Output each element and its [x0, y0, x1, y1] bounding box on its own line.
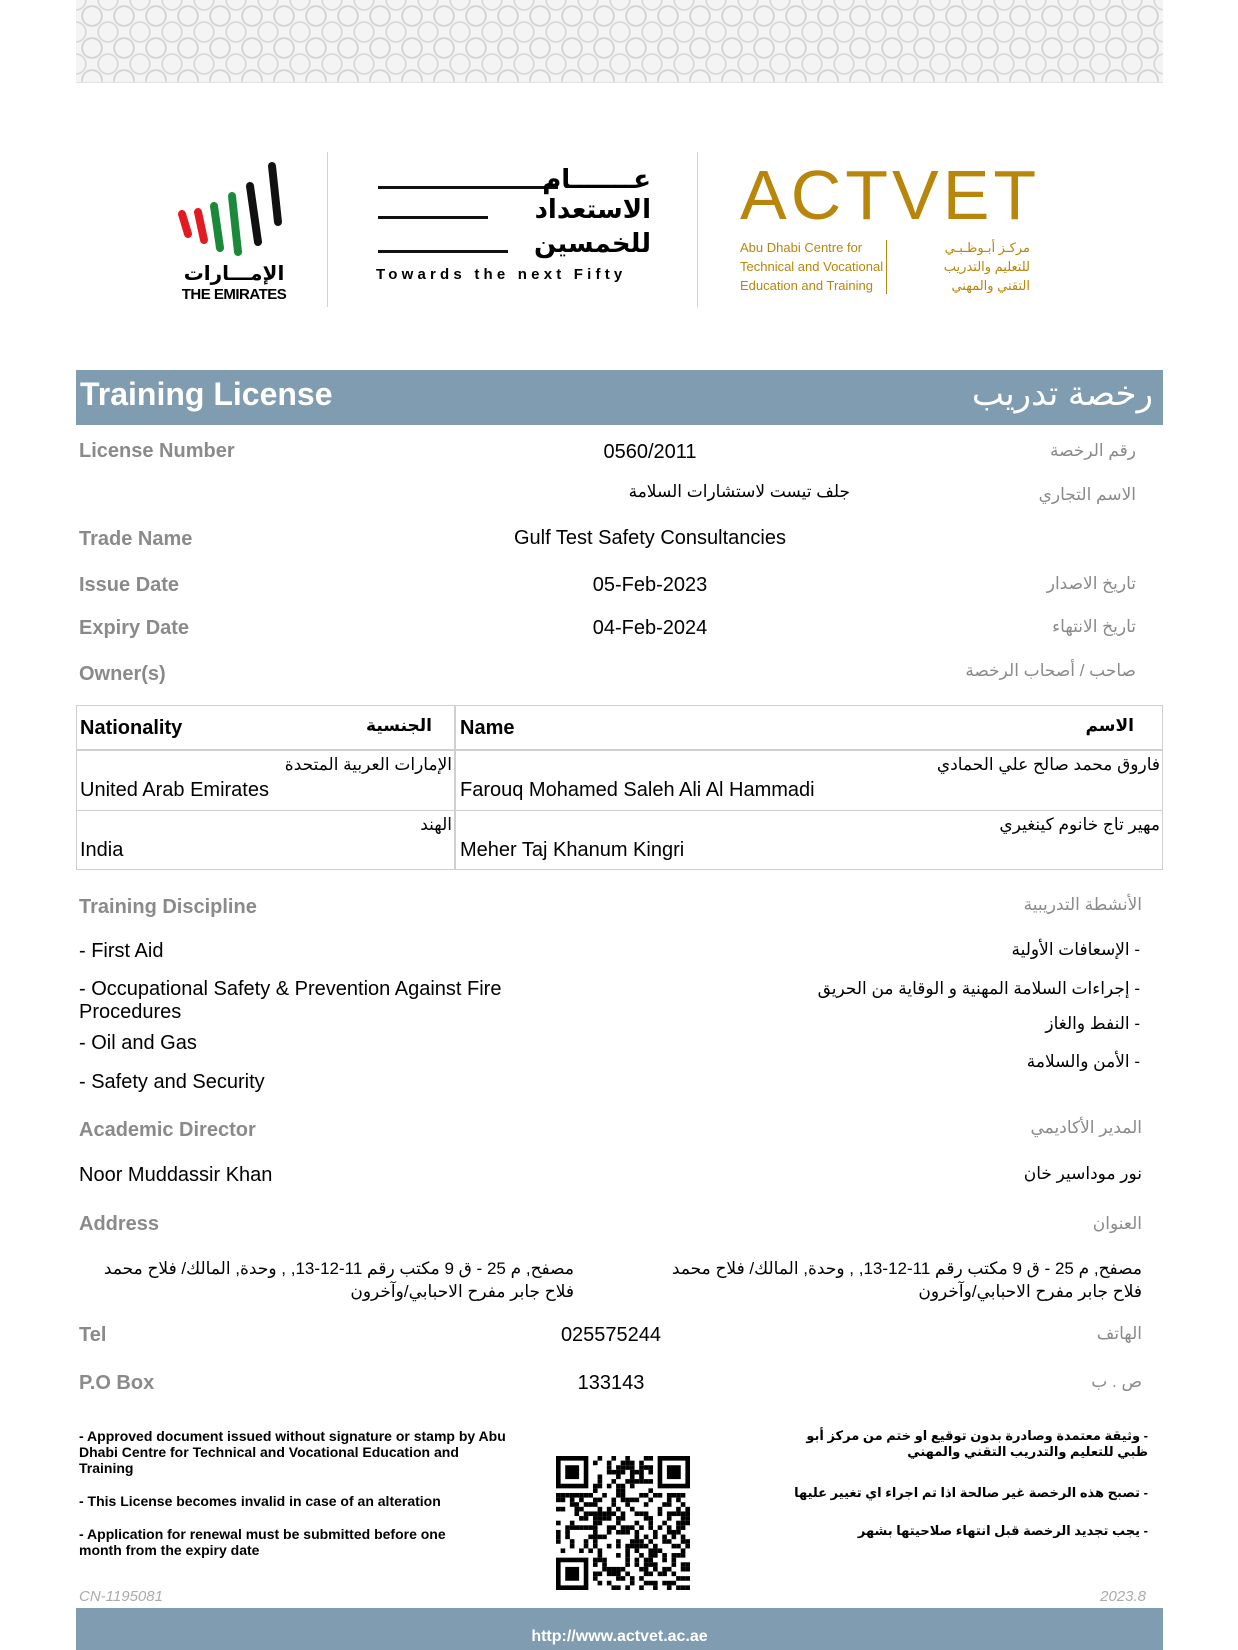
fifty-line-2 [378, 216, 488, 219]
trade-name-value-ar: جلف تيست لاستشارات السلامة [628, 482, 850, 501]
academic-director-value: Noor Muddassir Khan [79, 1164, 273, 1186]
pobox-value: 133143 [577, 1372, 645, 1394]
owner-1-nationality-ar: الإمارات العربية المتحدة [284, 755, 452, 774]
actvet-logo [740, 156, 1041, 293]
decorative-pattern-banner [76, 0, 1163, 83]
table-row [455, 810, 1163, 870]
fifty-line-3 [378, 250, 508, 253]
note-en-1: - Approved document issued without signature or stamp by Abu Dhabi Centre for Technical and Vocational Education and Training [79, 1428, 506, 1476]
name-header-ar: الاسم [1085, 716, 1134, 735]
address-value: مصفح, م 25 - ق 9 مكتب رقم 11-12-13, , وحدة, المالك/ فلاح محمد فلاح جابر مفرح الاحبابي/وآخرون [103, 1259, 574, 1301]
actvet-en-line-2: Technical and Vocational [740, 259, 884, 274]
trade-name-value: Gulf Test Safety Consultancies [514, 527, 786, 549]
table-row [76, 810, 455, 870]
note-ar-3: - يجب تجديد الرخصة قبل انتهاء صلاحيتها بشهر [857, 1523, 1148, 1538]
fifty-arabic-line-2: الاستعداد [534, 194, 651, 224]
trade-name-label: Trade Name [79, 528, 193, 550]
logo-separator [327, 152, 328, 307]
fifty-arabic-line-1: عـــــــام [542, 164, 651, 194]
emirates-arabic-text: الإمـــارات [183, 263, 285, 285]
owners-label: Owner(s) [79, 663, 166, 685]
fifty-english-text: Towards the next Fifty [376, 266, 627, 283]
owner-2-nationality-ar: الهند [420, 815, 452, 834]
expiry-date-label: Expiry Date [79, 617, 190, 639]
actvet-ar-line-3: التقني والمهني [951, 278, 1030, 293]
discipline-item-3: - Oil and Gas [79, 1032, 197, 1054]
address-label: Address [79, 1213, 160, 1235]
license-number-value: 0560/2011 [603, 441, 697, 463]
nationality-header: Nationality [80, 717, 183, 739]
discipline-item-ar-4: - الأمن والسلامة [1026, 1052, 1140, 1071]
note-ar-2: - تصبح هذه الرخصة غير صالحة اذا تم اجراء اي تغيير عليها [794, 1485, 1148, 1500]
note-en-3: - Application for renewal must be submitted before one month from the expiry date [79, 1526, 446, 1558]
training-discipline-label: Training Discipline [79, 896, 257, 918]
note-ar-1: - وثيقة معتمدة وصادرة بدون توقيع او ختم من مركز أبو ظبي للتعليم والتدريب التقني والمهني [806, 1428, 1148, 1459]
fifty-logo [376, 164, 651, 294]
actvet-en-line-1: Abu Dhabi Centre for [740, 240, 863, 255]
actvet-ar-line-1: مركـز أبـوظـبـي [944, 240, 1030, 255]
tel-value: 025575244 [560, 1324, 662, 1346]
academic-director-value-ar: نور موداسير خان [1023, 1164, 1142, 1183]
address-label-ar: العنوان [1092, 1214, 1142, 1233]
actvet-ar-line-2: للتعليم والتدريب [943, 259, 1030, 274]
actvet-wordmark: ACTVET [740, 156, 1041, 234]
issue-date-label: Issue Date [79, 574, 180, 596]
expiry-date-label-ar: تاريخ الانتهاء [1052, 617, 1136, 636]
issue-date-value: 05-Feb-2023 [592, 574, 708, 596]
title-bar [76, 370, 1163, 425]
name-header: Name [460, 717, 515, 739]
table-row [76, 750, 455, 811]
license-number-label-ar: رقم الرخصة [1049, 441, 1136, 460]
name-header-cell [455, 705, 1163, 750]
license-number-label: License Number [79, 440, 235, 462]
owner-2-nationality: India [80, 839, 124, 861]
academic-director-label-ar: المدير الأكاديمي [1030, 1118, 1142, 1137]
emirates-stripes-icon [176, 160, 292, 260]
title-english: Training License [80, 376, 333, 412]
document-version: 2023.8 [1100, 1588, 1146, 1605]
website-link[interactable]: http://www.actvet.ac.ae [531, 1628, 708, 1645]
fifty-arabic-line-3: للخمسين [533, 228, 651, 258]
fifty-line-1 [378, 186, 558, 189]
emirates-logo [176, 160, 292, 303]
qr-code-icon [556, 1456, 690, 1590]
table-row [455, 750, 1163, 811]
address-value-ar: مصفح, م 25 - ق 9 مكتب رقم 11-12-13, , وحدة, المالك/ فلاح محمد فلاح جابر مفرح الاحبابي/وآخرون [671, 1259, 1142, 1301]
pobox-label: P.O Box [79, 1372, 155, 1394]
owner-2-name-ar: مهير تاج خانوم كينغيري [999, 815, 1160, 834]
discipline-item-1: - First Aid [79, 940, 164, 962]
nationality-header-ar: الجنسية [366, 716, 432, 735]
nationality-header-cell [76, 705, 455, 750]
pobox-label-ar: ص . ب [1091, 1372, 1142, 1391]
owner-1-name: Farouq Mohamed Saleh Ali Al Hammadi [460, 779, 815, 801]
note-en-2: - This License becomes invalid in case of an alteration [79, 1493, 441, 1509]
emirates-english-text: THE EMIRATES [181, 286, 287, 303]
actvet-divider [886, 240, 887, 294]
discipline-item-ar-3: - النفط والغاز [1045, 1014, 1140, 1033]
discipline-item-4: - Safety and Security [79, 1071, 265, 1093]
tel-label-ar: الهاتف [1096, 1324, 1142, 1343]
document-code: CN-1195081 [79, 1588, 163, 1605]
owners-label-ar: صاحب / أصحاب الرخصة [965, 661, 1136, 680]
qr-code [556, 1456, 690, 1590]
owner-1-nationality: United Arab Emirates [80, 779, 269, 801]
training-discipline-label-ar: الأنشطة التدريبية [1023, 895, 1142, 914]
issue-date-label-ar: تاريخ الاصدار [1046, 574, 1136, 593]
actvet-en-line-3: Education and Training [740, 278, 873, 293]
owner-1-name-ar: فاروق محمد صالح علي الحمادي [936, 755, 1160, 774]
academic-director-label: Academic Director [79, 1119, 256, 1141]
tel-label: Tel [79, 1324, 107, 1346]
discipline-item-ar-1: - الإسعافات الأولية [1011, 940, 1140, 959]
title-arabic: رخصة تدريب [971, 375, 1153, 413]
owner-2-name: Meher Taj Khanum Kingri [460, 839, 685, 861]
footer-bar [76, 1608, 1163, 1650]
trade-name-label-ar: الاسم التجاري [1038, 485, 1136, 504]
discipline-item-ar-2: - إجراءات السلامة المهنية و الوقاية من الحريق [817, 979, 1140, 998]
logo-separator-2 [697, 152, 698, 307]
discipline-item-2: - Occupational Safety & Prevention Against Fire Procedures [79, 978, 502, 1023]
expiry-date-value: 04-Feb-2024 [592, 617, 708, 639]
